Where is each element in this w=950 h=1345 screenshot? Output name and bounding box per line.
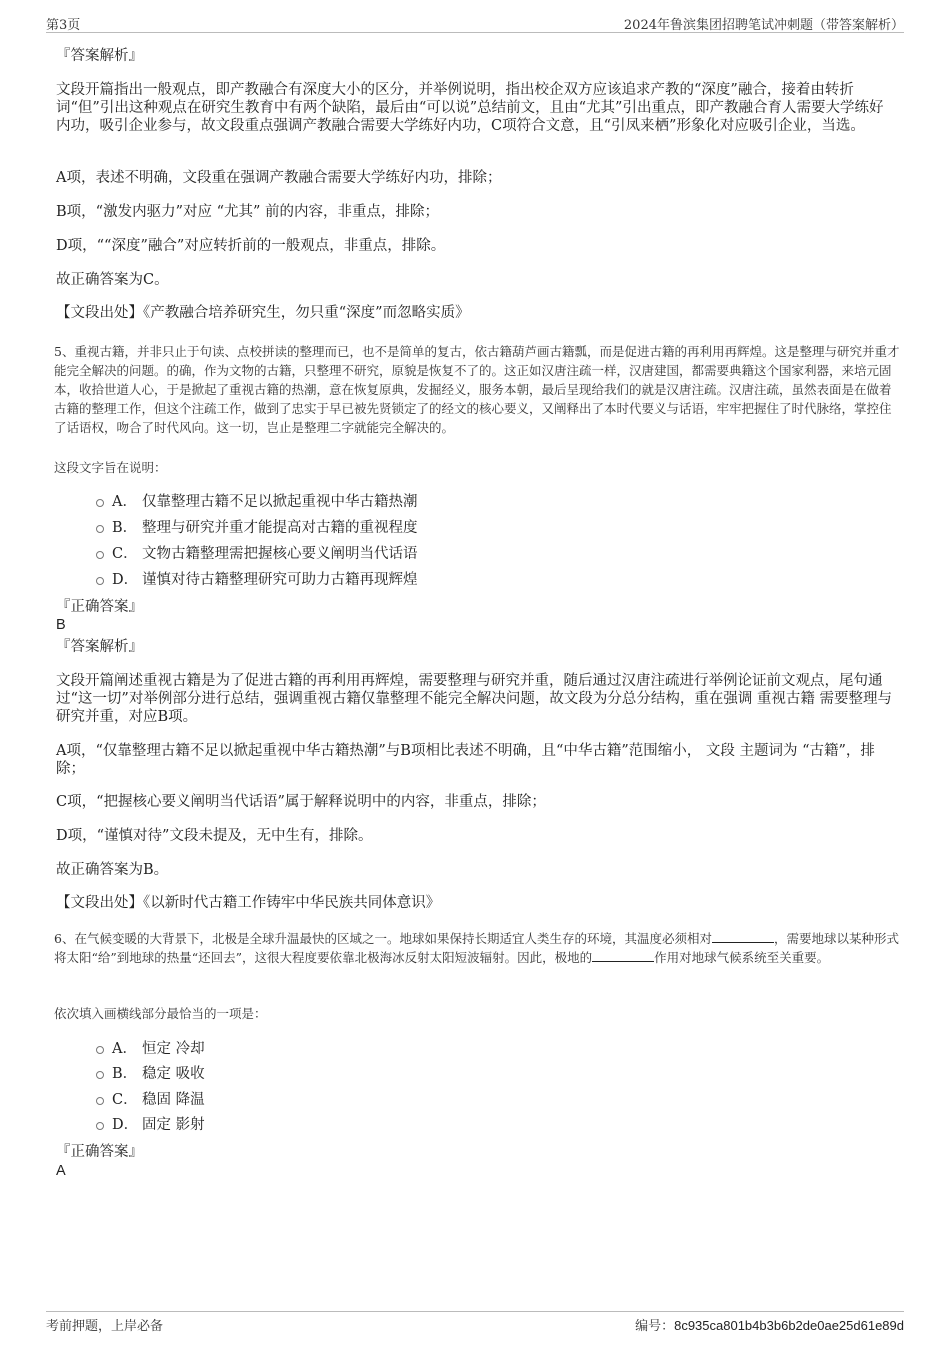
page-header — [46, 14, 904, 33]
analysis-option-a: A项，“仅靠整理古籍不足以掀起重视中华古籍热潮”与B项相比表述不明确，且“中华古籍”范围缩小， 文段 主题词为 “古籍”，排除； — [56, 743, 875, 777]
analysis-text: 文段开篇指出一般观点，即产教融合有深度大小的区分，并举例说明，指出校企双方应该追求产教的“深度”融合，接着由转折词“但”引出这种观点在研究生教育中有两个缺陷，最后由“可以说”总结前文，且由“尤其”引出重点，即产教融合育人需要大学练好内功，吸引企业参与，故文段重点强调产教融合需要大学练好内功，C项符合文意，且“引凤来栖”形象化对应吸引企业，当选。 — [56, 82, 884, 134]
page-number: 第3页 — [46, 18, 81, 33]
analysis-option-b: B项，“激发内驱力”对应 “尤其” 前的内容，非重点，排除； — [56, 204, 440, 220]
analysis-label: 『答案解析』 — [56, 48, 143, 64]
radio-icon[interactable] — [96, 499, 104, 507]
fill-blank-2 — [592, 949, 654, 962]
radio-icon[interactable] — [96, 577, 104, 585]
document-id: 编号：8c935ca801b4b3b6b2de0ae25d61e89d — [635, 1318, 904, 1334]
footer-slogan: 考前押题，上岸必备 — [46, 1319, 164, 1334]
analysis-label: 『答案解析』 — [56, 639, 143, 655]
radio-icon[interactable] — [96, 551, 104, 559]
question-6-prompt: 依次填入画横线部分最恰当的一项是： — [54, 1006, 267, 1021]
analysis-option-c: C项，“把握核心要义阐明当代话语”属于解释说明中的内容，非重点，排除； — [56, 794, 546, 810]
radio-icon[interactable] — [96, 1046, 104, 1054]
document-title: 2024年鲁滨集团招聘笔试冲刺题（带答案解析） — [623, 18, 904, 33]
question-6-option-b[interactable]: B． 稳定 吸收 — [96, 1062, 205, 1082]
answer-label: 『正确答案』 — [56, 1144, 143, 1160]
source-citation: 【文段出处】《产教融合培养研究生，勿只重“深度”而忽略实质》 — [56, 305, 470, 321]
analysis-option-d: D项，““深度”融合”对应转折前的一般观点，非重点，排除。 — [56, 238, 446, 254]
analysis-option-a: A项，表述不明确，文段重在强调产教融合需要大学练好内功，排除； — [56, 170, 502, 186]
question-5-option-b[interactable]: B． 整理与研究并重才能提高对古籍的重视程度 — [96, 516, 418, 536]
question-6-option-c[interactable]: C． 稳固 降温 — [96, 1088, 205, 1108]
question-5-option-c[interactable]: C． 文物古籍整理需把握核心要义阐明当代话语 — [96, 542, 418, 562]
radio-icon[interactable] — [96, 525, 104, 533]
question-5-text: 5、重视古籍，并非只止于句读、点校拼读的整理而已，也不是简单的复古，依古籍葫芦画古籍瓢，而是促进古籍的再利用再辉煌。这是整理与研究并重才能完全解决的问题。的确，作为文物的古籍，只整理不研究，原貌是恢复不了的。这正如汉唐注疏一样，汉唐建国，都需要典籍这个国家利器，来培元固本，收拾世道人心，于是掀起了重视古籍的热潮，意在恢复原典，发掘经义，服务本朝，最后呈现给我们的就是汉唐注疏。汉唐注疏，虽然表面是在做着古籍的整理工作，但这个注疏工作，做到了忠实于早已被先贤锁定了的经文的核心要义，又阐释出了本时代要义与话语，牢牢把握住了时代脉络，掌控住了话语权，吻合了时代风向。这一切，岂止是整理二字就能完全解决的。 — [54, 344, 900, 435]
question-6-text: 6、在气候变暖的大背景下，北极是全球升温最快的区域之一。地球如果保持长期适宜人类生存的环境，其温度必须相对 ，需要地球以某种形式将太阳“给”到地球的热量“还回去”，这很大程度要依靠北极海冰反射太阳短波辐射。因此，极地的 作用对地球气候系统至关重要。 — [54, 931, 899, 965]
conclusion: 故正确答案为B。 — [56, 862, 169, 878]
question-5-prompt: 这段文字旨在说明： — [54, 460, 167, 475]
conclusion: 故正确答案为C。 — [56, 272, 169, 288]
question-5-option-d[interactable]: D． 谨慎对待古籍整理研究可助力古籍再现辉煌 — [96, 568, 418, 588]
page-footer — [46, 1311, 904, 1334]
question-6-option-d[interactable]: D． 固定 影射 — [96, 1113, 205, 1133]
fill-blank-1 — [712, 930, 774, 943]
radio-icon[interactable] — [96, 1071, 104, 1079]
correct-answer: A — [56, 1163, 66, 1179]
question-6-option-a[interactable]: A． 恒定 冷却 — [96, 1037, 205, 1057]
analysis-text: 文段开篇阐述重视古籍是为了促进古籍的再利用再辉煌，需要整理与研究并重，随后通过汉唐注疏进行举例论证前文观点，尾句通过“这一切”对举例部分进行总结，强调重视古籍仅靠整理不能完全解决问题，故文段为分总分结构，重在强调 重视古籍 需要整理与研究并重，对应B项。 — [56, 673, 893, 725]
analysis-option-d: D项，“谨慎对待”文段未提及，无中生有，排除。 — [56, 828, 373, 844]
question-5-option-a[interactable]: A． 仅靠整理古籍不足以掀起重视中华古籍热潮 — [96, 490, 418, 510]
answer-label: 『正确答案』 — [56, 599, 143, 615]
correct-answer: B — [56, 617, 66, 633]
radio-icon[interactable] — [96, 1122, 104, 1130]
radio-icon[interactable] — [96, 1097, 104, 1105]
source-citation: 【文段出处】《以新时代古籍工作铸牢中华民族共同体意识》 — [56, 895, 441, 911]
